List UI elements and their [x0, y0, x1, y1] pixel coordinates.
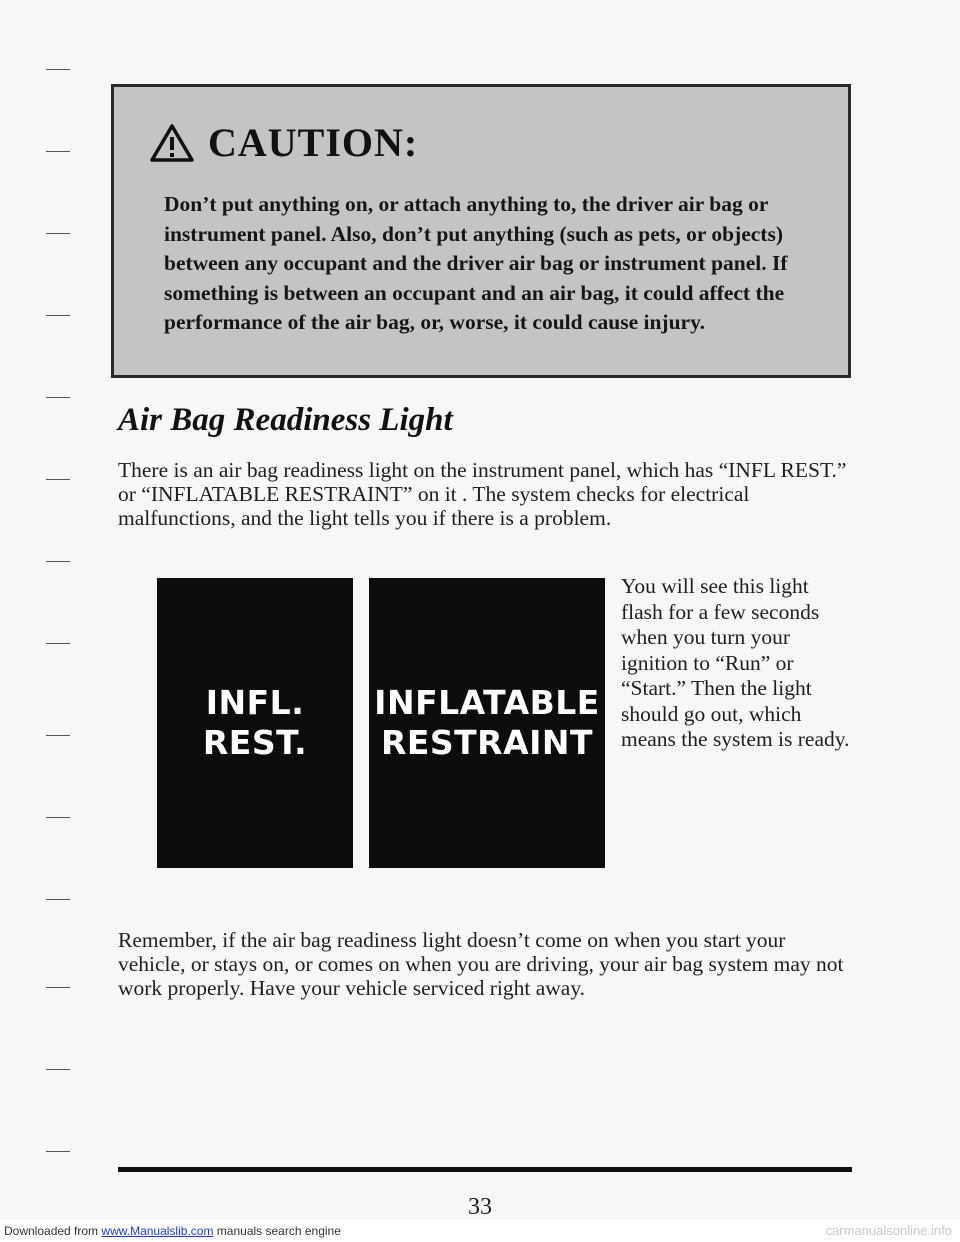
intro-paragraph: There is an air bag readiness light on the instrument panel, which has “INFL REST.” or “INFLATABLE RESTRAINT” on it . The system checks for electrical malfunctions, and the light tells you if there is a problem.	[118, 458, 847, 530]
inflatable-restraint-light-image	[369, 578, 605, 868]
infl-rest-light-image	[157, 578, 353, 868]
margin-tick	[46, 735, 70, 736]
watermark: carmanualsonline.info	[825, 1223, 952, 1238]
margin-tick	[46, 987, 70, 988]
caution-title: CAUTION:	[208, 120, 419, 165]
light-label-line: INFL.	[205, 683, 305, 722]
margin-tick	[46, 69, 70, 70]
margin-tick	[46, 397, 70, 398]
margin-tick	[46, 561, 70, 562]
margin-tick	[46, 479, 70, 480]
caution-box	[111, 84, 851, 378]
margin-tick	[46, 315, 70, 316]
side-paragraph: You will see this light flash for a few seconds when you turn your ignition to “Run” or “Start.” Then the light should go out, which means the system is ready.	[621, 574, 850, 751]
download-footer	[0, 1220, 960, 1242]
margin-tick	[46, 899, 70, 900]
manualslib-link[interactable]: www.Manualslib.com	[101, 1224, 214, 1238]
light-label-line: REST.	[202, 723, 308, 762]
margin-tick	[46, 233, 70, 234]
light-label-line: RESTRAINT	[380, 723, 594, 762]
footer-rule	[118, 1167, 852, 1172]
section-title: Air Bag Readiness Light	[118, 402, 453, 438]
caution-header	[150, 119, 418, 166]
margin-tick	[46, 643, 70, 644]
margin-tick	[46, 817, 70, 818]
page-number: 33	[468, 1194, 492, 1220]
closing-paragraph: Remember, if the air bag readiness light doesn’t come on when you start your vehicle, or stays on, or comes on when you are driving, your air bag system may not work properly. Have your vehicle serviced right away.	[118, 928, 844, 1000]
warning-triangle-icon	[150, 123, 194, 163]
caution-text: Don’t put anything on, or attach anything to, the driver air bag or instrument panel. Also, don’t put anything (such as pets, or objects) between any occupant and the driver air bag or instrument panel. If something is between an occupant and an air bag, it could affect the performance of the air bag, or, worse, it could cause injury.	[164, 192, 788, 334]
light-label-line: INFLATABLE	[374, 683, 600, 722]
margin-tick	[46, 151, 70, 152]
margin-tick	[46, 1151, 70, 1152]
footer-suffix: manuals search engine	[216, 1224, 341, 1238]
margin-tick	[46, 1069, 70, 1070]
footer-prefix: Downloaded from	[4, 1224, 99, 1238]
